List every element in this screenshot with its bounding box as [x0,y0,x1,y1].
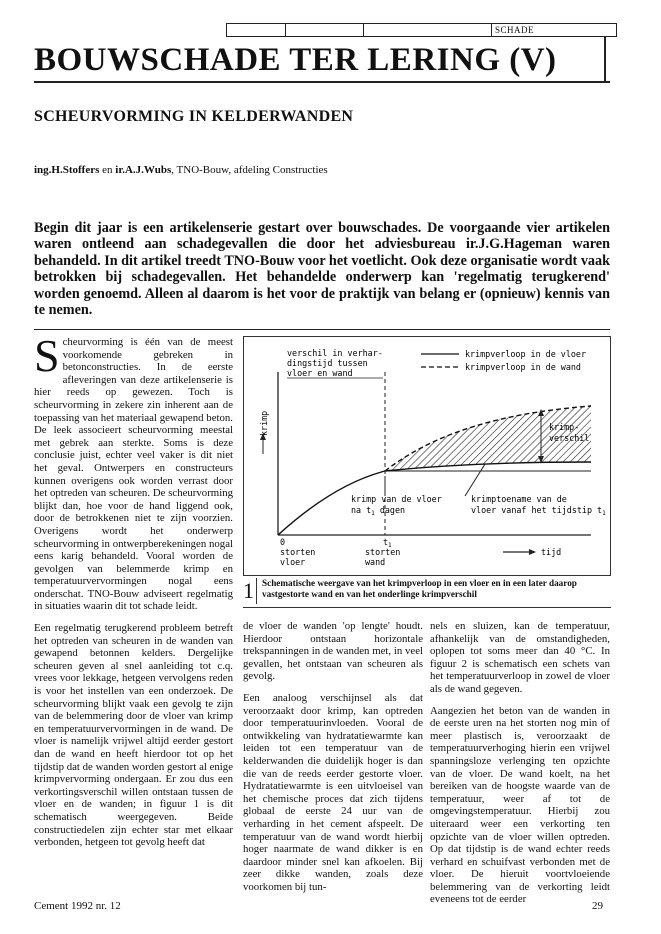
page-number: 29 [592,900,603,912]
affiliation: , TNO-Bouw, afdeling Constructies [171,164,328,176]
paragraph [34,330,233,613]
section-label: SCHADE [495,25,535,35]
author-1: ing.H.Stoffers [34,164,100,176]
shrinkage-diagram [243,336,611,576]
intro-rule [34,329,610,330]
tick-t1: $t_1$ [383,537,392,549]
drop-cap: S [34,330,60,381]
column-3 [430,620,610,915]
label-verschil-1: verschil in verhar- [287,348,383,358]
article-subtitle: SCHEURVORMING IN KELDERWANDEN [34,108,354,125]
x-axis-label: tijd [541,547,562,557]
y-axis-label: krimp [259,410,269,436]
label-verschil-2: dingstijd tussen [287,358,368,368]
caption-divider [256,578,257,604]
tick-storten-wand-2: wand [365,557,386,567]
author-conj: en [99,164,116,176]
header-divider [285,23,286,37]
label-krimpverschil-1: krimp- [549,422,580,432]
label-krimpverschil-2: verschil [549,433,590,443]
title-rule [34,81,610,83]
figure-number: 1 [243,578,254,603]
label-toename-2: vloer vanaf het tijdstip $t_1$ [471,505,606,517]
paragraph-text: cheurvorming is één van de meest voorkomende gebreken in betonconstructies. In de eerste afleveringen van deze artikelenserie is hier reeds op gewezen. Toch is scheurvorming in zekere zin inherent aan de toepassing van het materiaal gewapend beton. De leek associeert scheurvorming meestal met gebrek aan sterkte. Soms is deze conclusie juist, echter veel vaker is dit niet het geval. Ontwerpers en constructeurs kunnen overigens ook worden verrast door het optreden van scheuren. De scheurvorming blijkt dan, hoe voor de hand liggend ook, door de betrokkenen niet te zijn voorzien. Overigens wordt het onderwerp scheurvorming in ontwerpberekeningen nogal eens karig behandeld. Vooral worden de gevolgen van belemmerde krimp en temperatuurvervormingen nogal eens onderschat. TNO-Bouw adviseert regelmatig in situaties waarin dit tot schade leidt. [34,336,233,613]
journal-footer: Cement 1992 nr. 12 [34,900,121,912]
paragraph: Een regelmatig terugkerend probleem betreft het optreden van scheuren in de wanden van gewapend betonnen kelders. Dergelijke scheuren geven al snel aanleiding tot c.q. vrees voor lekkage, hetgeen vervolgens reden is voor het instellen van een onderzoek. De scheurvorming blijkt vaak een gevolg te zijn van de belemmering door de vloer van krimp en temperatuurvervormingen in de wand. De vloer is namelijk vrijwel altijd eerder gestort dan de wand en heeft hierdoor tot op het tijdstip dat de wanden worden gestort al enige krimpvervorming ondergaan. Er zou dus een verkortingsverschil willen ontstaan tussen de vloer en de wanden; in figuur 1 is dit schematisch weergegeven. Beide constructiedelen zijn echter star met elkaar verbonden, hetgeen tot gevolg heeft dat [34,622,233,849]
title-divider [604,37,606,83]
tick-storten-vloer-1: storten [280,547,316,557]
header-divider [491,23,492,37]
label-krimp-vloer-1: krimp van de vloer [351,494,442,504]
article-intro: Begin dit jaar is een artikelenserie gestart over bouwschades. De voorgaande vier artikelen waren ontleend aan schadegevallen die door het adviesbureau ir.J.G.Hageman waren behandeld. In dit artikel treedt TNO-Bouw voor het voetlicht. Ook deze organisatie wordt vaak betrokken bij schadegevallen. Het behandelde onderwerp kan 'regelmatig terugkerend' worden genoemd. Alleen al daarom is het voor de praktijk van belang er (opnieuw) kennis van te nemen. [34,220,610,319]
authors-line [34,164,328,176]
caption-rule [243,607,611,608]
article-title: BOUWSCHADE TER LERING (V) [34,42,557,78]
label-toename-1: krimptoename van de [471,494,567,504]
column-1 [34,330,233,858]
legend-wand: krimpverloop in de wand [465,362,581,372]
paragraph: Een analoog verschijnsel als dat veroorzaakt door krimp, kan optreden door temperatuurinvloeden. Vooral de ontwikkeling van hydratatiewarmte kan leiden tot een temperatuur van de kelderwanden die duidelijk hoger is dan die van de reeds eerder gestorte vloer. Hydratatiewarmte is een uitvloeisel van het chemische proces dat zich tijdens globaal de eerste 24 uur van de verharding in het cement afspeelt. De temperatuur van de wand wordt hierbij hoger naarmate de wand dikker is en daardoor minder snel kan afkoelen. Bij zeer dikke wanden, zoals deze voorkomen bij tun- [243,691,423,893]
paragraph: de vloer de wanden 'op lengte' houdt. Hierdoor ontstaan horizontale trekspanningen in de wanden met, in veel gevallen, het ontstaan van scheuren als gevolg. [243,620,423,683]
header-divider [363,23,364,37]
paragraph: nels en sluizen, kan de temperatuur, afhankelijk van de omstandigheden, oplopen tot soms meer dan 40 °C. In figuur 2 is schematisch een schets van het temperatuurverloop in zowel de vloer als de wand gegeven. [430,620,610,695]
tick-storten-vloer-2: vloer [280,557,306,567]
tick-zero: 0 [280,537,286,547]
author-2: ir.A.J.Wubs [115,164,172,176]
figure-caption: Schematische weergave van het krimpverloop in een vloer en in een later daarop vastgestorte wand en van het onderlinge krimpverschil [262,578,577,599]
paragraph: Aangezien het beton van de wanden in de eerste uren na het storten nog min of meer plastisch is, veroorzaakt de temperatuurverhoging hierin een vrijwel spanningsloze verlenging ten opzichte van de vloer. De wand koelt, na het bereiken van de hoogste waarde van de temperatuur, weer af tot de omgevingstemperatuur. Hierbij zou uiteraard weer een verkorting ten opzichte van de vloer willen optreden. Op dat tijdstip is de wand echter reeds verhard en schuifvast verbonden met de vloer. De hieruit voortvloeiende belemmering van de verkorting leidt eveneens tot de eerder [430,704,610,906]
tick-storten-wand-1: storten [365,547,401,557]
legend-vloer: krimpverloop in de vloer [465,349,587,359]
column-2 [243,620,423,902]
label-verschil-3: vloer en wand [287,368,353,378]
label-krimp-vloer-2: na $t_1$ dagen [351,505,406,517]
